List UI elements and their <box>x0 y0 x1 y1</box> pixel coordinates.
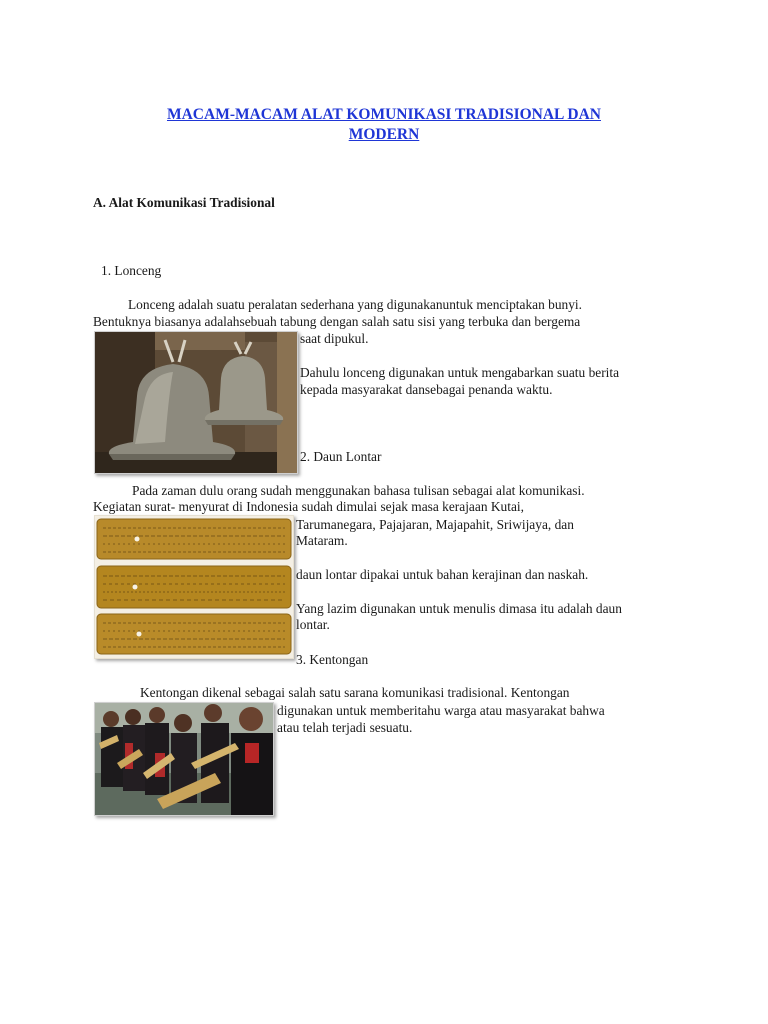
lonceng-para2-line1: Dahulu lonceng digunakan untuk mengabarkan suatu berita <box>300 365 620 380</box>
lonceng-text-line2: Bentuknya biasanya adalahsebuah tabung dengan salah satu sisi yang terbuka dan bergema <box>93 314 581 329</box>
lontar-text-line4: Mataram. <box>296 533 348 548</box>
document-title-line1: MACAM-MACAM ALAT KOMUNIKASI TRADISIONAL DAN <box>166 106 601 123</box>
kentongan-text-line2: digunakan untuk memberitahu warga atau masyarakat bahwa <box>277 703 605 718</box>
kentongan-text-line1: Kentongan dikenal sebagai salah satu sarana komunikasi tradisional. Kentongan <box>140 685 570 700</box>
item-heading-lonceng: 1. Lonceng <box>101 263 162 278</box>
document-title-line2: MODERN <box>348 126 420 143</box>
lontar-text-line2: Kegiatan surat- menyurat di Indonesia sudah dimulai sejak masa kerajaan Kutai, <box>93 499 524 514</box>
lonceng-text-line1: Lonceng adalah suatu peralatan sederhana yang digunakanuntuk menciptakan bunyi. <box>128 297 582 312</box>
lontar-para2: daun lontar dipakai untuk bahan kerajinan dan naskah. <box>296 567 589 582</box>
kentongan-text-line3: atau telah terjadi sesuatu. <box>277 720 413 735</box>
item-heading-kentongan: 3. Kentongan <box>296 652 369 667</box>
kentongan-photo <box>94 702 274 816</box>
section-heading-traditional: A. Alat Komunikasi Tradisional <box>93 195 275 210</box>
lontar-text-line1: Pada zaman dulu orang sudah menggunakan bahasa tulisan sebagai alat komunikasi. <box>132 483 585 498</box>
lontar-para3-line1: Yang lazim digunakan untuk menulis dimasa itu adalah daun <box>296 601 622 616</box>
lontar-leaves-photo <box>94 515 294 659</box>
bells-photo <box>94 331 298 474</box>
item-heading-daun-lontar: 2. Daun Lontar <box>300 449 382 464</box>
lontar-text-line3: Tarumanegara, Pajajaran, Majapahit, Sriwijaya, dan <box>296 517 574 532</box>
lonceng-text-line3: saat dipukul. <box>300 331 369 346</box>
lonceng-para2-line2: kepada masyarakat dansebagai penanda waktu. <box>300 382 553 397</box>
lontar-para3-line2: lontar. <box>296 617 330 632</box>
